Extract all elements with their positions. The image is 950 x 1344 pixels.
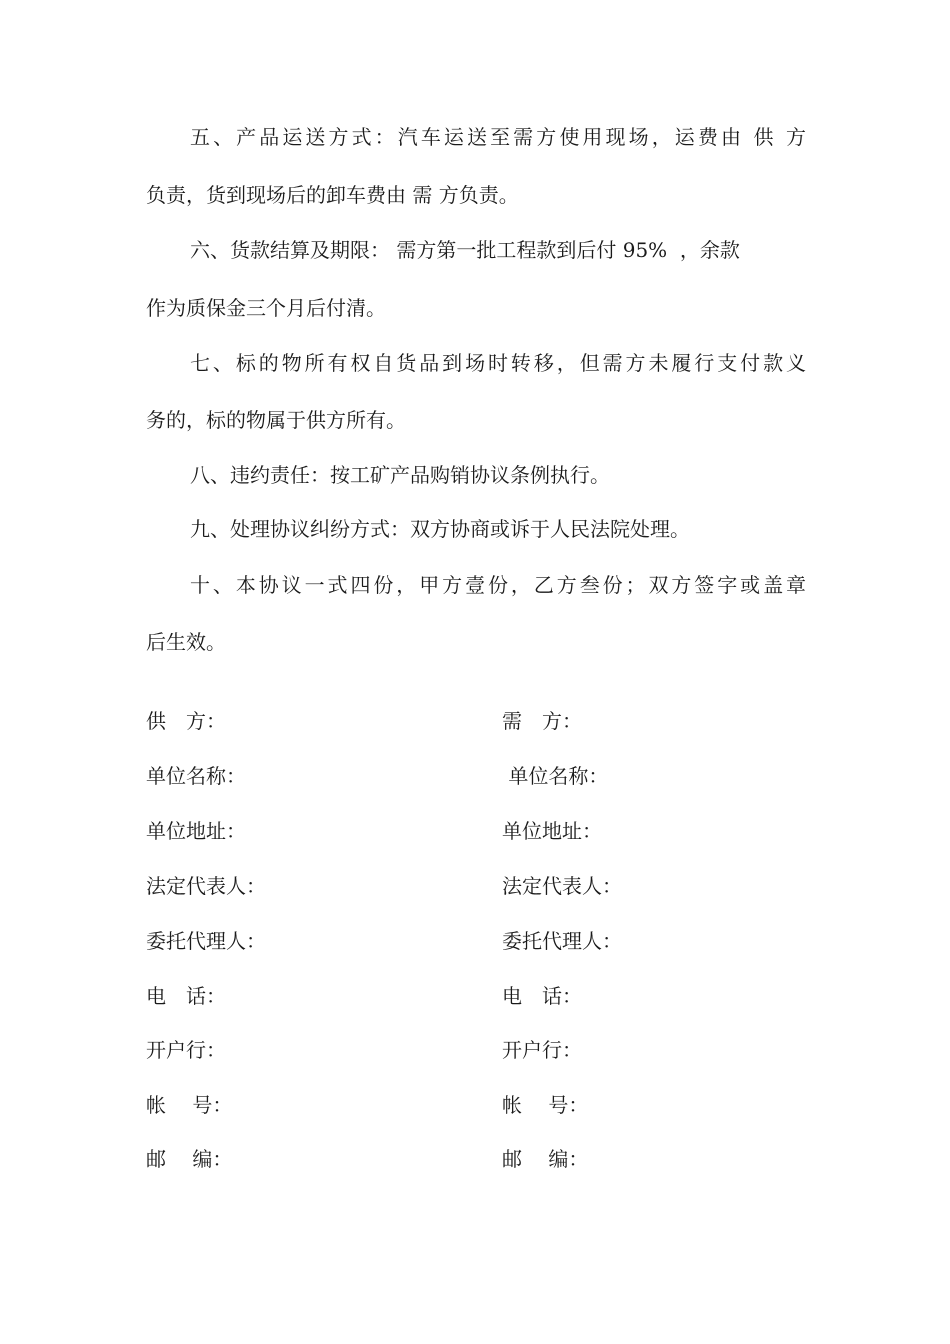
clause-6-line-2: 作为质保金三个月后付清。 — [146, 296, 386, 320]
supplier-bank: 开户行： — [146, 1038, 226, 1062]
buyer-account: 帐 号： — [502, 1093, 589, 1117]
buyer-postcode: 邮 编： — [502, 1147, 589, 1171]
supplier-phone: 电 话： — [146, 984, 226, 1008]
supplier-unit-address: 单位地址： — [146, 819, 246, 843]
clause-10-line-1: 十、本协议一式四份，甲方壹份，乙方叁份；双方签字或盖章 — [190, 573, 806, 597]
supplier-unit-name: 单位名称： — [146, 764, 246, 788]
buyer-heading: 需 方： — [502, 709, 582, 733]
clause-6-line-1: 六、货款结算及期限： 需方第一批工程款到后付 95% ，余款 — [190, 238, 740, 262]
supplier-heading: 供 方： — [146, 709, 226, 733]
supplier-legal-rep: 法定代表人： — [146, 874, 266, 898]
clause-7-line-2: 务的，标的物属于供方所有。 — [146, 408, 406, 432]
clause-8: 八、违约责任：按工矿产品购销协议条例执行。 — [190, 463, 610, 487]
buyer-legal-rep: 法定代表人： — [502, 874, 622, 898]
supplier-account: 帐 号： — [146, 1093, 233, 1117]
clause-7-line-1: 七、标的物所有权自货品到场时转移，但需方未履行支付款义 — [190, 351, 806, 375]
supplier-postcode: 邮 编： — [146, 1147, 233, 1171]
buyer-unit-address: 单位地址： — [502, 819, 602, 843]
buyer-unit-name: 单位名称： — [502, 764, 609, 788]
supplier-agent: 委托代理人： — [146, 929, 266, 953]
buyer-bank: 开户行： — [502, 1038, 582, 1062]
buyer-phone: 电 话： — [502, 984, 582, 1008]
buyer-agent: 委托代理人： — [502, 929, 622, 953]
clause-5-line-2: 负责，货到现场后的卸车费由 需 方负责。 — [146, 183, 519, 207]
clause-5-line-1: 五、产品运送方式：汽车运送至需方使用现场，运费由 供 方 — [190, 125, 806, 149]
clause-9: 九、处理协议纠纷方式：双方协商或诉于人民法院处理。 — [190, 517, 690, 541]
clause-10-line-2: 后生效。 — [146, 630, 226, 654]
